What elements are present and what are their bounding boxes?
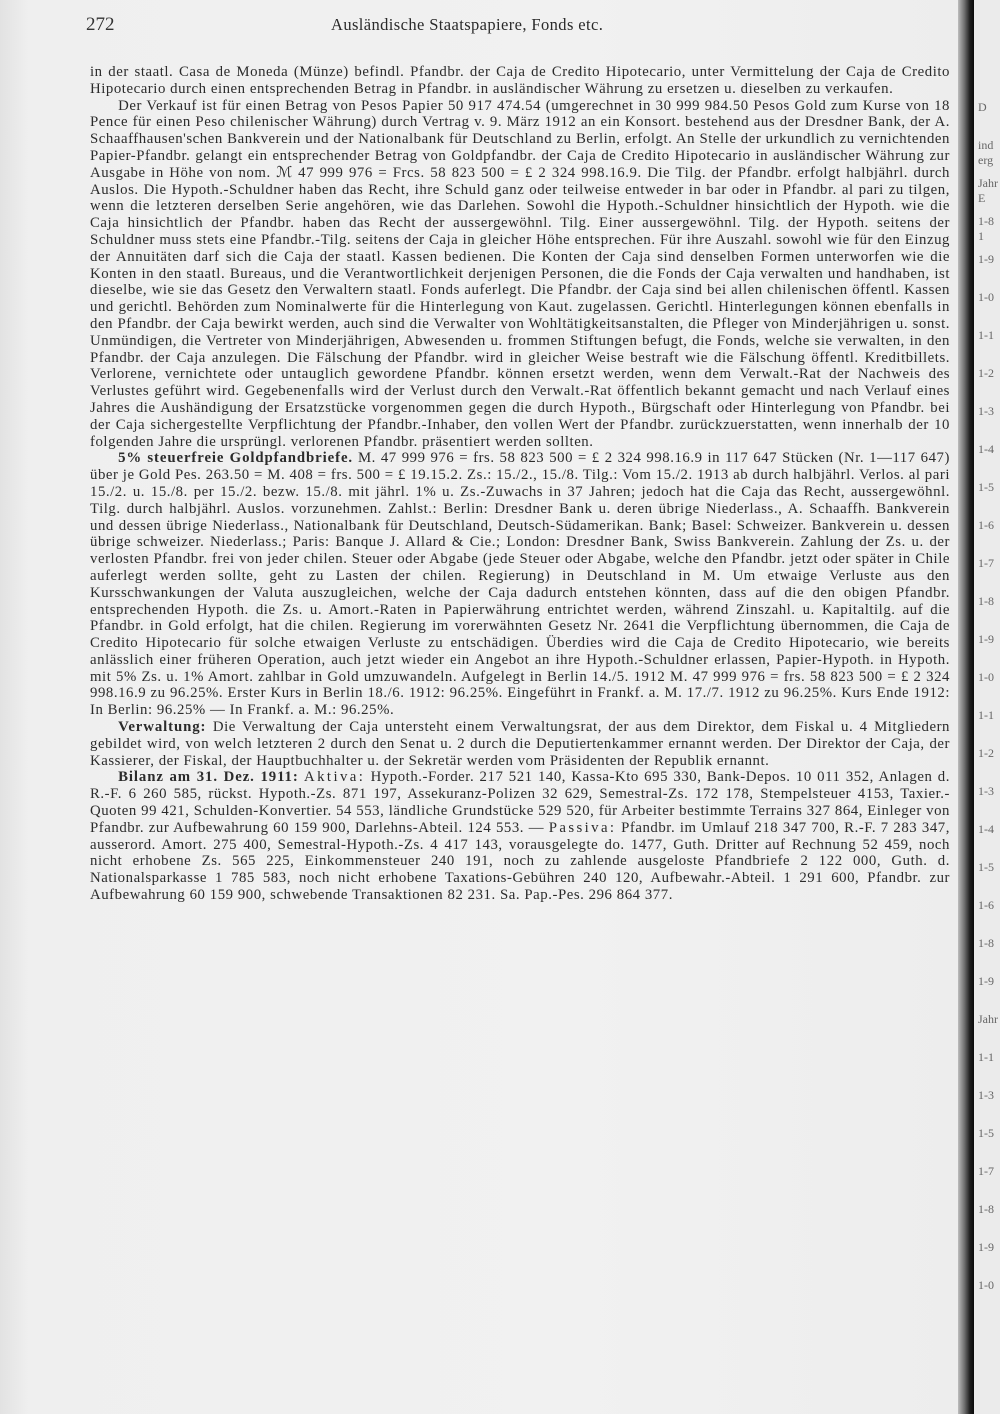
section-heading-goldpfandbriefe: 5% steuerfreie Goldpfandbriefe. xyxy=(118,450,354,467)
paragraph-1: in der staatl. Casa de Moneda (Münze) befindl. Pfandbr. der Caja de Credito Hipotecario, unter Vermittelung der Caja de Credito Hipotecario durch einen entsprechenden Betrag in Pfandbr. in ausländischer Währung zu ersetzen u. dieselben zu verkaufen. xyxy=(90,64,950,97)
facing-page-fragment: 1-8 xyxy=(978,1202,994,1216)
aktiva-label: Aktiva: xyxy=(304,769,366,786)
facing-page-fragment: Jahr E xyxy=(978,176,998,205)
book-gutter-shadow xyxy=(958,0,974,1414)
facing-page-fragment: 1-8 xyxy=(978,594,994,608)
paragraph-verwaltung xyxy=(90,719,950,769)
passiva-label: Passiva: xyxy=(548,819,617,836)
body-text xyxy=(90,64,950,904)
facing-page-fragment: 1-4 xyxy=(978,822,994,836)
facing-page-fragment: 1-1 xyxy=(978,708,994,722)
facing-page-fragment: 1-2 xyxy=(978,366,994,380)
facing-page-fragment: 1-7 xyxy=(978,556,994,570)
facing-page-fragment: 1-6 xyxy=(978,518,994,532)
facing-page-fragment: 1-4 xyxy=(978,442,994,456)
facing-page-fragment: 1-0 xyxy=(978,290,994,304)
facing-page-fragment: 1-7 xyxy=(978,1164,994,1178)
facing-page-fragment: 1-0 xyxy=(978,670,994,684)
paragraph-goldpfandbriefe xyxy=(90,450,950,719)
aktiva-text: Hypoth.-Forder. 217 521 140, Kassa-Kto 695 330, Bank-Depos. 10 011 352, Anlagen d. R.-F. 6 260 585, rückst. Hypoth.-Zs. 871 197, Assekuranz-Polizen 32 629, Semestral-Zs. 172 178, Stempelsteuer 4153, Taxier.-Quoten 99 421, Schulden-Konvertier. 54 553, ländliche Grundstücke 529 520, für Arbeiter bestimmte Terrains 327 864, Einleger von Pfandbr. zur Aufbewahrung 60 159 900, Darlehns-Abteil. 124 553. — xyxy=(90,769,950,836)
facing-page-fragment: 1-9 xyxy=(978,974,994,988)
section-heading-verwaltung: Verwaltung: xyxy=(118,719,207,736)
facing-page-fragment: ind erg xyxy=(978,138,994,167)
facing-page-fragment: 1-5 xyxy=(978,480,994,494)
facing-page-fragment: 1-5 xyxy=(978,860,994,874)
facing-page-fragment: 1-8 xyxy=(978,936,994,950)
facing-page-fragment: 1-9 xyxy=(978,632,994,646)
facing-page-fragment: 1-9 xyxy=(978,1240,994,1254)
facing-page-fragment: 1-6 xyxy=(978,898,994,912)
section-heading-bilanz: Bilanz am 31. Dez. 1911: xyxy=(118,769,299,786)
facing-page-fragment: 1-3 xyxy=(978,784,994,798)
page-header xyxy=(86,14,946,38)
facing-page-fragment: 1-8 1 xyxy=(978,214,994,243)
facing-page-fragment: 1-3 xyxy=(978,404,994,418)
facing-page-fragment: 1-2 xyxy=(978,746,994,760)
facing-page-edge xyxy=(974,0,1000,1414)
facing-page-fragment: 1-5 xyxy=(978,1126,994,1140)
paragraph-bilanz xyxy=(90,769,950,903)
facing-page-fragment: D xyxy=(978,100,987,114)
paragraph-verkauf: Der Verkauf ist für einen Betrag von Pesos Papier 50 917 474.54 (umgerechnet in 30 999 984.50 Pesos Gold zum Kurse von 18 Pence für einen Peso chilenischer Währung) durch Vertrag v. 9. März 1912 an ein Konsort. bestehend aus der Dresdner Bank, der A. Schaaffhausen'schen Bankverein und der Nationalbank für Deutschland zu Berlin, erfolgt. An Stelle der urkundlich zu vernichtenden Papier-Pfandbr. gelangt ein entsprechender Betrag von Goldpfandbr. der Caja de Credito Hipotecario in ausländischer Währung zur Ausgabe in Höhe von nom. ℳ 47 999 976 = Frcs. 58 823 500 = £ 2 324 998.16.9. Die Tilg. der Pfandbr. erfolgt halbjährl. durch Auslos. Die Hypoth.-Schuldner haben das Recht, ihre Schuld ganz oder teilweise entweder in bar oder in Pfandbr. al pari zu tilgen, wenn die letzteren derselben Serie angehören, wie das Darlehen. Sowohl die Hypoth.-Schuldner hinsichtlich der Hypoth. wie die Caja hinsichtlich der Pfandbr. haben das Recht der aussergewöhnl. Tilg. Einer aussergewöhnl. Tilg. der Hypoth. seitens der Schuldner muss stets eine Pfandbr.-Tilg. seitens der Caja in gleicher Höhe entsprechen. Für ihre Auszahl. sowohl wie für den Einzug der Annuitäten darf sich die Caja der staatl. Kassen bedienen. Die Konten der Caja sind denselben Formen unterworfen wie die Konten in den staatl. Bureaus, und die Verantwortlichkeit derjenigen Personen, die die Fonds der Caja verwalten und handhaben, ist dieselbe, wie sie das Gesetz den Verwaltern staatl. Fonds auferlegt. Die Pfandbr. der Caja sind bei allen chilenischen öffentl. Kassen und gerichtl. Behörden zum Nominalwerte für die Hinterlegung von Kaut. zugelassen. Gerichtl. Hinterlegungen können ebenfalls in den Pfandbr. der Caja bewirkt werden, auch sind die Verwalter von Wohltätigkeitsanstalten, die Pfleger von Minderjährigen u. sonst. Unmündigen, die Vertreter von Minderjährigen, Abwesenden u. frommen Stiftungen befugt, die Fonds, welche sie verwalten, in den Pfandbr. der Caja anzulegen. Die Fälschung der Pfandbr. wird in gleicher Weise bestraft wie die Fälschung öffentl. Kreditbillets. Verlorene, vernichtete oder untauglich gewordene Pfandbr. können ersetzt werden, wenn dem Verwalt.-Rat der Nachweis des Verlustes geführt wird. Gegebenenfalls wird der Verlust durch den Verwalt.-Rat öffentlich bekannt gemacht und nach Verlauf eines Jahres die Aushändigung der Ersatzstücke vorgenommen gegen die durch Hypoth., Bürgschaft oder Hinterlegung von Pfandbr. bei der Caja sichergestellte Verpflichtung der Pfandbr.-Inhaber, den vollen Wert der Pfandbr. zurückzuerstatten, wenn innerhalb der 10 folgenden Jahre die ursprüngl. verlorenen Pfandbr. präsentiert werden sollten. xyxy=(90,97,950,450)
facing-page-fragment: Jahr xyxy=(978,1012,998,1026)
facing-page-fragment: 1-0 xyxy=(978,1278,994,1292)
facing-page-fragment: 1-1 xyxy=(978,328,994,342)
running-title: Ausländische Staatspapiere, Fonds etc. xyxy=(331,15,604,34)
page-number: 272 xyxy=(86,14,115,35)
facing-page-fragment: 1-1 xyxy=(978,1050,994,1064)
facing-page-fragment: 1-3 xyxy=(978,1088,994,1102)
verwaltung-text: Die Verwaltung der Caja untersteht einem Verwaltungsrat, der aus dem Direktor, dem Fiskal u. 4 Mitgliedern gebildet wird, von welch letzteren 2 durch den Senat u. 2 durch die Deputiertenkammer ernannt werden. Der Direktor der Caja, der Kassierer, der Fiskal, der Hauptbuchhalter u. der Sekretär werden vom Präsidenten der Republik ernannt. xyxy=(90,719,950,769)
facing-page-fragment: 1-9 xyxy=(978,252,994,266)
goldpfandbriefe-text: M. 47 999 976 = frs. 58 823 500 = £ 2 324 998.16.9 in 117 647 Stücken (Nr. 1—117 647) über je Gold Pes. 263.50 = M. 408 = frs. 500 = £ 19.15.2. Zs.: 15./2., 15./8. Tilg.: Vom 15./2. 1913 ab durch halbjährl. Verlos. al pari 15./2. u. 15./8. per 15./2. bezw. 15./8. mit jährl. 1% u. Zs.-Zuwachs in 37 Jahren; jedoch hat die Caja das Recht, aussergewöhnl. Tilg. durch halbjährl. Auslos. vorzunehmen. Zahlst.: Berlin: Dresdner Bank u. deren übrige Niederlass., A. Schaaffh. Bankverein und dessen übrige Niederlass., Nationalbank für Deutschland, Deutsch-Südamerikan. Bank; Basel: Schweizer. Bankverein u. dessen übrige schweizer. Niederlass.; Paris: Banque J. Allard & Cie.; London: Dresdner Bank, Swiss Bankverein. Zahlung der Zs. u. der verlosten Pfandbr. frei von jeder chilen. Steuer oder Abgabe (jede Steuer oder Abgabe, welche den Pfandbr. jetzt oder später in Chile auferlegt werden sollte, geht zu Lasten der chilen. Regierung) in Deutschland in M. Um etwaige Verluste aus den Kursschwankungen der Valuta auszugleichen, welche der Caja dadurch entstehen könnten, dass auf die den obigen Pfandbr. entsprechenden Hypoth. die Zs. u. Amort.-Raten in Papierwährung entrichtet werden, während Zinszahl. u. Kapitaltilg. auf die Pfandbr. in Gold erfolgt, hat die chilen. Regierung im vorerwähnten Gesetz Nr. 2641 die Verpflichtung übernommen, die Caja de Credito Hipotecario für solche etwaigen Verluste zu entschädigen. Überdies wird die Caja de Credito Hipotecario, wie bereits anlässlich einer früheren Operation, auch jetzt wieder ein Angebot an ihre Hypoth.-Schuldner erlassen, Papier-Hypoth. in Hypoth. mit 5% Zs. u. 1% Amort. zahlbar in Gold umzuwandeln. Aufgelegt in Berlin 14./5. 1912 M. 47 999 976 = frs. 58 823 500 = £ 2 324 998.16.9 zu 96.25%. Erster Kurs in Berlin 18./6. 1912: 96.25%. Eingeführt in Frankf. a. M. 17./7. 1912 zu 96.25%. Kurs Ende 1912: In Berlin: 96.25% — In Frankf. a. M.: 96.25%. xyxy=(90,450,950,719)
passiva-text: Pfandbr. im Umlauf 218 347 700, R.-F. 7 283 347, ausserord. Amort. 275 400, Semestral-Hypoth.-Zs. 4 417 143, vorausgelegte do. 1477, Guth. Dritter auf Rechnung 52 459, noch nicht erhobene Zs. 565 225, Einkommensteuer 240 191, noch zu zahlende ausgeloste Pfandbriefe 2 122 000, Guth. d. Nationalsparkasse 1 785 583, noch nicht erhobene Taxations-Gebühren 240 120, Aufbewahr.-Abteil. 1 291 600, Pfandbr. zur Aufbewahrung 60 159 900, schwebende Transaktionen 82 231. Sa. Pap.-Pes. 296 864 377. xyxy=(90,819,950,904)
